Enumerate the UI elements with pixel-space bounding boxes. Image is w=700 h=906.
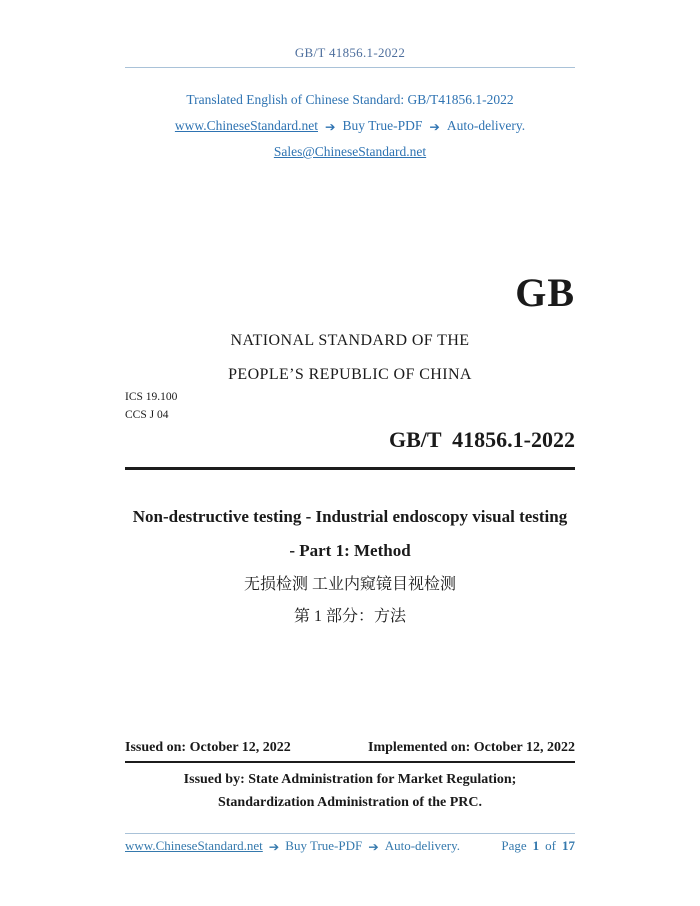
footer-row bbox=[125, 838, 575, 854]
footer-buy-true-pdf-text: Buy True-PDF bbox=[285, 838, 363, 853]
title-chinese-line2: 第 1 部分：方法 bbox=[293, 608, 406, 625]
national-standard-line2: PEOPLE’S REPUBLIC OF CHINA bbox=[228, 366, 472, 383]
title-english-line2: - Part 1: Method bbox=[289, 541, 411, 560]
translated-standard-line: Translated English of Chinese Standard: GB/T41856.1-2022 bbox=[186, 92, 514, 107]
dates-rule bbox=[125, 761, 575, 763]
arrow-right-icon: ➔ bbox=[368, 838, 379, 854]
footer-site-link[interactable]: www.ChineseStandard.net bbox=[125, 838, 263, 853]
of-label: of bbox=[545, 838, 556, 853]
auto-delivery-text: Auto-delivery. bbox=[446, 118, 526, 133]
footer-auto-delivery-text: Auto-delivery. bbox=[384, 838, 461, 853]
site-link[interactable]: www.ChineseStandard.net bbox=[174, 118, 318, 133]
header-rule bbox=[125, 67, 575, 68]
arrow-right-icon: ➔ bbox=[429, 118, 440, 134]
national-standard-line1: NATIONAL STANDARD OF THE bbox=[230, 332, 470, 349]
masthead-rule bbox=[125, 467, 575, 470]
header-buy-line bbox=[125, 118, 575, 134]
ccs-code: CCS J 04 bbox=[125, 409, 169, 421]
dates-row bbox=[125, 740, 575, 756]
footer-rule bbox=[125, 833, 575, 834]
issued-on-date: Issued on: October 12, 2022 bbox=[125, 740, 291, 755]
standard-number: GB/T 41856.1-2022 bbox=[388, 427, 575, 452]
ics-code: ICS 19.100 bbox=[125, 391, 178, 403]
page-total: 17 bbox=[562, 838, 575, 853]
title-english-line1: Non-destructive testing - Industrial endoscopy visual testing bbox=[132, 507, 568, 526]
issued-by-line2: Standardization Administration of the PRC. bbox=[217, 795, 483, 810]
arrow-right-icon: ➔ bbox=[268, 838, 280, 854]
buy-true-pdf-text: Buy True-PDF bbox=[342, 118, 423, 133]
running-header-doc-number: GB/T 41856.1-2022 bbox=[294, 45, 406, 60]
issued-by-line1: Issued by: State Administration for Market Regulation; bbox=[183, 772, 517, 787]
sales-email-link[interactable]: Sales@ChineseStandard.net bbox=[273, 144, 427, 159]
page-indicator bbox=[501, 838, 575, 854]
implemented-on-date: Implemented on: October 12, 2022 bbox=[368, 740, 575, 755]
page-label: Page bbox=[501, 838, 527, 853]
title-chinese-line1: 无损检测 工业内窥镜目视检测 bbox=[243, 576, 456, 593]
page-current: 1 bbox=[532, 838, 540, 853]
footer-buy-line bbox=[125, 838, 460, 854]
header-email-line bbox=[125, 144, 575, 160]
arrow-right-icon: ➔ bbox=[325, 118, 336, 134]
gb-logo: GB bbox=[515, 270, 575, 315]
